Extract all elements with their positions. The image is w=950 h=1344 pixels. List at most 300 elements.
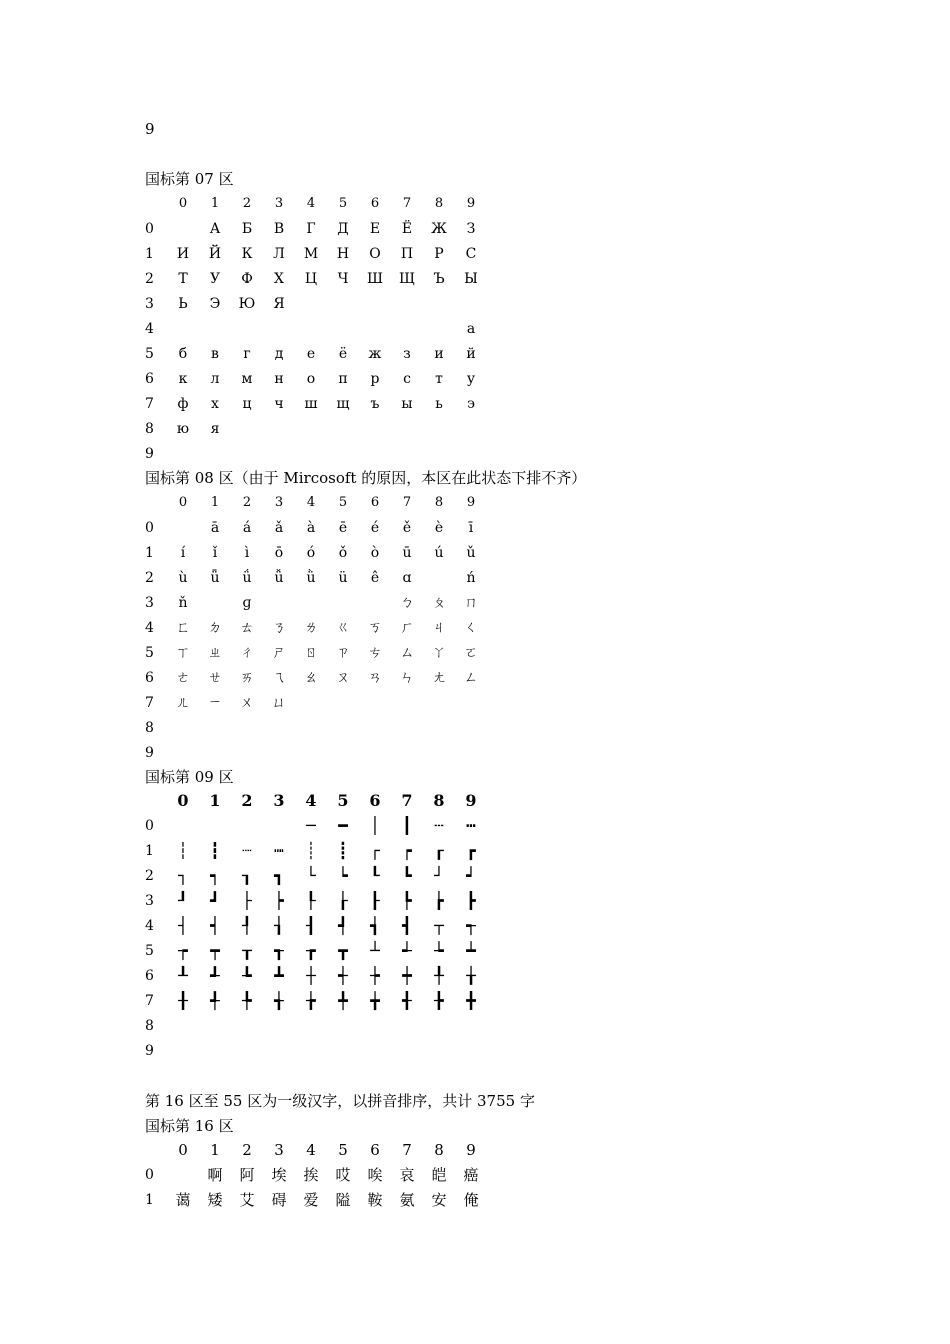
glyph-cell: ╉ — [402, 991, 412, 1010]
glyph-cell: ɡ — [242, 595, 252, 611]
glyph-cell: М — [303, 246, 319, 262]
glyph-cell: С — [465, 246, 477, 262]
glyph-cell: ǐ — [212, 545, 218, 561]
glyph-cell: у — [466, 371, 476, 387]
glyph-cell: Г — [306, 221, 316, 237]
glyph-cell: ш — [304, 396, 318, 412]
glyph-cell: 碍 — [271, 1191, 287, 1209]
column-header: 9 — [466, 1141, 476, 1159]
glyph-cell: ┞ — [306, 891, 316, 910]
column-header: 5 — [337, 791, 349, 810]
glyph-cell: ┪ — [370, 916, 380, 935]
column-header: 6 — [370, 495, 380, 510]
glyph-cell: с — [403, 371, 411, 387]
glyph-cell: ━ — [338, 816, 348, 835]
row-label: 8 — [145, 1018, 154, 1034]
stray-row-label: 9 — [145, 120, 155, 138]
row-label: 7 — [145, 396, 154, 412]
column-header: 4 — [305, 791, 317, 810]
glyph-cell: ǒ — [338, 545, 348, 561]
column-header: 4 — [306, 495, 316, 510]
glyph-cell: ě — [402, 520, 412, 536]
glyph-cell: У — [209, 271, 221, 287]
glyph-cell: 皑 — [431, 1166, 447, 1184]
glyph-cell: 矮 — [207, 1191, 223, 1209]
glyph-cell: ч — [274, 396, 284, 412]
row-label: 1 — [145, 246, 154, 262]
glyph-cell: ┘ — [434, 866, 444, 885]
row-label: 3 — [145, 595, 154, 611]
column-header: 3 — [274, 495, 284, 510]
row-label: 3 — [145, 893, 154, 909]
glyph-cell: л — [210, 371, 220, 387]
glyph-cell: ┿ — [402, 966, 412, 985]
glyph-cell: ┭ — [466, 916, 476, 935]
column-header: 5 — [338, 196, 348, 211]
glyph-cell: Э — [209, 296, 221, 312]
glyph-cell: ㄈ — [176, 620, 190, 636]
column-header: 6 — [370, 1141, 380, 1159]
glyph-cell: ╂ — [178, 991, 188, 1010]
glyph-cell: ㄟ — [272, 670, 286, 686]
glyph-cell: ㄘ — [368, 645, 382, 661]
glyph-cell: ┗ — [402, 866, 412, 885]
glyph-cell: ㄚ — [432, 645, 446, 661]
glyph-cell: ┓ — [274, 866, 284, 885]
glyph-cell: о — [306, 371, 316, 387]
glyph-cell: ㄓ — [208, 645, 222, 661]
glyph-cell: │ — [370, 816, 380, 835]
glyph-cell: ㄒ — [176, 645, 190, 661]
glyph-cell: ┰ — [242, 941, 252, 960]
column-header: 3 — [274, 1141, 284, 1159]
glyph-cell: ㄆ — [432, 595, 446, 611]
glyph-cell: х — [211, 396, 219, 412]
column-header: 1 — [210, 196, 220, 211]
glyph-cell: Т — [178, 271, 188, 287]
glyph-cell: ㄋ — [272, 620, 286, 636]
glyph-cell: ㄕ — [272, 645, 286, 661]
glyph-cell: ┕ — [338, 866, 348, 885]
zone-07-title: 国标第 07 区 — [145, 170, 234, 188]
glyph-cell: ê — [370, 570, 380, 586]
glyph-cell: ㄣ — [400, 670, 414, 686]
glyph-cell: ㄤ — [432, 670, 446, 686]
glyph-cell: 癌 — [463, 1166, 479, 1184]
glyph-cell: Щ — [399, 271, 415, 287]
column-header: 2 — [242, 1141, 252, 1159]
column-header: 3 — [273, 791, 285, 810]
row-label: 2 — [145, 868, 154, 884]
glyph-cell: ì — [244, 545, 250, 561]
glyph-cell: ┒ — [242, 866, 252, 885]
row-label: 5 — [145, 645, 154, 661]
glyph-cell: ㄖ — [304, 645, 318, 661]
glyph-cell: ō — [274, 545, 284, 561]
column-header: 7 — [402, 196, 412, 211]
glyph-cell: э — [467, 396, 475, 412]
glyph-cell: è — [434, 520, 444, 536]
column-header: 9 — [465, 791, 477, 810]
glyph-cell: ┸ — [178, 966, 188, 985]
column-header: 5 — [338, 495, 348, 510]
glyph-cell: Н — [336, 246, 350, 262]
glyph-cell: ㄌ — [304, 620, 318, 636]
glyph-cell: ㄉ — [208, 620, 222, 636]
glyph-cell: ┝ — [274, 891, 284, 910]
glyph-cell: п — [338, 371, 348, 387]
glyph-cell: ǖ — [210, 570, 220, 586]
glyph-cell: ㄊ — [240, 620, 254, 636]
glyph-cell: ┈ — [242, 841, 252, 860]
glyph-cell: ㄥ — [464, 670, 478, 686]
glyph-cell: З — [466, 221, 476, 237]
glyph-cell: А — [209, 221, 221, 237]
glyph-cell: ㄠ — [304, 670, 318, 686]
glyph-cell: ┣ — [466, 891, 476, 910]
row-label: 5 — [145, 943, 154, 959]
glyph-cell: ǘ — [242, 570, 252, 586]
glyph-cell: Ю — [238, 296, 256, 312]
glyph-cell: б — [178, 346, 188, 362]
column-header: 4 — [306, 196, 316, 211]
row-label: 3 — [145, 296, 154, 312]
glyph-cell: ┟ — [338, 891, 348, 910]
column-header: 2 — [241, 791, 253, 810]
glyph-cell: ┋ — [338, 841, 348, 860]
glyph-cell: á — [242, 520, 252, 536]
column-header: 1 — [210, 1141, 220, 1159]
glyph-cell: ы — [401, 396, 413, 412]
glyph-cell: a — [466, 321, 476, 337]
column-header: 1 — [210, 495, 220, 510]
glyph-cell: ǎ — [274, 520, 284, 536]
glyph-cell: ┳ — [338, 941, 348, 960]
glyph-cell: ю — [176, 421, 190, 437]
row-label: 8 — [145, 421, 154, 437]
row-label: 6 — [145, 371, 154, 387]
glyph-cell: 爱 — [303, 1191, 319, 1209]
zone-08-title: 国标第 08 区（由于 Mircosoft 的原因，本区在此状态下排不齐） — [145, 469, 587, 487]
row-label: 9 — [145, 745, 154, 761]
glyph-cell: ┢ — [434, 891, 444, 910]
glyph-cell: И — [176, 246, 190, 262]
column-header: 0 — [178, 495, 188, 510]
glyph-cell: Я — [273, 296, 285, 312]
glyph-cell: ㄎ — [368, 620, 382, 636]
glyph-cell: ┾ — [370, 966, 380, 985]
glyph-cell: ┲ — [306, 941, 316, 960]
glyph-cell: ㄨ — [240, 695, 254, 711]
glyph-cell: í — [180, 545, 186, 561]
glyph-cell: 艾 — [239, 1191, 255, 1209]
glyph-cell: й — [466, 346, 476, 362]
glyph-cell: Й — [208, 246, 222, 262]
row-label: 0 — [145, 520, 154, 536]
glyph-cell: Ж — [431, 221, 447, 237]
glyph-cell: ж — [368, 346, 382, 362]
glyph-cell: ┆ — [178, 841, 188, 860]
glyph-cell: ǔ — [466, 545, 476, 561]
glyph-cell: ┙ — [466, 866, 476, 885]
glyph-cell: ┎ — [434, 841, 444, 860]
level1-hanzi-intro: 第 16 区至 55 区为一级汉字，以拼音排序，共计 3755 字 — [145, 1092, 535, 1110]
glyph-cell: ё — [338, 346, 348, 362]
glyph-cell: ē — [338, 520, 348, 536]
glyph-cell: ┚ — [178, 891, 188, 910]
column-header: 8 — [434, 1141, 444, 1159]
glyph-cell: 挨 — [303, 1166, 319, 1184]
glyph-cell: ╄ — [242, 991, 252, 1010]
glyph-cell: 鞍 — [367, 1191, 383, 1209]
glyph-cell: ┮ — [178, 941, 188, 960]
glyph-cell: ┱ — [274, 941, 284, 960]
glyph-cell: ㄅ — [400, 595, 414, 611]
glyph-cell: 俺 — [463, 1191, 479, 1209]
glyph-cell: ф — [177, 396, 189, 412]
glyph-cell: я — [210, 421, 220, 437]
row-label: 9 — [145, 446, 154, 462]
glyph-cell: ü — [338, 570, 348, 586]
column-header: 7 — [402, 1141, 412, 1159]
row-label: 5 — [145, 346, 154, 362]
column-header: 0 — [178, 196, 188, 211]
row-label: 6 — [145, 670, 154, 686]
glyph-cell: ┵ — [402, 941, 412, 960]
row-label: 1 — [145, 545, 154, 561]
glyph-cell: ú — [434, 545, 444, 561]
glyph-cell: т — [435, 371, 443, 387]
glyph-cell: 啊 — [207, 1166, 223, 1184]
glyph-cell: ┥ — [210, 916, 220, 935]
glyph-cell: 埃 — [271, 1166, 287, 1184]
glyph-cell: з — [403, 346, 411, 362]
glyph-cell: ┇ — [210, 841, 220, 860]
row-label: 1 — [145, 843, 154, 859]
glyph-cell: р — [370, 371, 380, 387]
glyph-cell: ┍ — [402, 841, 412, 860]
column-header: 0 — [177, 791, 189, 810]
glyph-cell: ╁ — [466, 966, 476, 985]
glyph-cell: 唉 — [367, 1166, 383, 1184]
row-label: 9 — [145, 1043, 154, 1059]
glyph-cell: └ — [306, 866, 316, 885]
glyph-cell: ┺ — [242, 966, 252, 985]
glyph-cell: Ы — [464, 271, 478, 287]
glyph-cell: в — [211, 346, 219, 362]
glyph-cell: ū — [402, 545, 412, 561]
glyph-cell: В — [273, 221, 285, 237]
glyph-cell: ň — [178, 595, 188, 611]
glyph-cell: ò — [370, 545, 380, 561]
glyph-cell: ó — [306, 545, 316, 561]
glyph-cell: ┶ — [434, 941, 444, 960]
glyph-cell: Р — [434, 246, 444, 262]
glyph-cell: ㄞ — [240, 670, 254, 686]
glyph-cell: ㄔ — [240, 645, 254, 661]
row-label: 4 — [145, 918, 154, 934]
glyph-cell: ┷ — [466, 941, 476, 960]
glyph-cell: ㄑ — [464, 620, 478, 636]
row-label: 0 — [145, 818, 154, 834]
glyph-cell: à — [306, 520, 316, 536]
glyph-cell: 哎 — [335, 1166, 351, 1184]
glyph-cell: ┯ — [210, 941, 220, 960]
glyph-cell: ī — [468, 520, 474, 536]
glyph-cell: ┌ — [370, 841, 380, 860]
glyph-cell: ā — [210, 520, 220, 536]
glyph-cell: 氨 — [399, 1191, 415, 1209]
row-label: 1 — [145, 1192, 154, 1208]
glyph-cell: ┊ — [306, 841, 316, 860]
row-label: 7 — [145, 993, 154, 1009]
glyph-cell: ┤ — [178, 916, 188, 935]
glyph-cell: ╊ — [434, 991, 444, 1010]
column-header: 0 — [178, 1141, 188, 1159]
glyph-cell: ɑ — [402, 570, 412, 586]
glyph-cell: ┏ — [466, 841, 476, 860]
glyph-cell: ┉ — [274, 841, 284, 860]
glyph-cell: é — [370, 520, 380, 536]
glyph-cell: 哀 — [399, 1166, 415, 1184]
column-header: 8 — [433, 791, 445, 810]
glyph-cell: ┦ — [242, 916, 252, 935]
glyph-cell: ь — [435, 396, 443, 412]
glyph-cell: ㄙ — [400, 645, 414, 661]
glyph-cell: Ъ — [433, 271, 445, 287]
glyph-cell: ┩ — [338, 916, 348, 935]
row-label: 6 — [145, 968, 154, 984]
glyph-cell: Ё — [401, 221, 413, 237]
glyph-cell: ъ — [370, 396, 380, 412]
column-header: 3 — [274, 196, 284, 211]
glyph-cell: Б — [241, 221, 253, 237]
glyph-cell: ù — [178, 570, 188, 586]
row-label: 2 — [145, 570, 154, 586]
glyph-cell: ┄ — [434, 816, 444, 835]
glyph-cell: г — [243, 346, 251, 362]
glyph-cell: ╈ — [370, 991, 380, 1010]
glyph-cell: ㄝ — [208, 670, 222, 686]
glyph-cell: к — [178, 371, 188, 387]
glyph-cell: ┫ — [402, 916, 412, 935]
glyph-cell: Ф — [241, 271, 253, 287]
glyph-cell: ㄛ — [464, 645, 478, 661]
glyph-cell: ㄧ — [208, 695, 222, 711]
column-header: 9 — [466, 495, 476, 510]
column-header: 7 — [401, 791, 413, 810]
glyph-cell: Е — [369, 221, 381, 237]
glyph-cell: ┠ — [370, 891, 380, 910]
row-label: 7 — [145, 695, 154, 711]
column-header: 7 — [402, 495, 412, 510]
glyph-cell: Ц — [304, 271, 318, 287]
row-label: 2 — [145, 271, 154, 287]
glyph-cell: ㄜ — [176, 670, 190, 686]
glyph-cell: 隘 — [335, 1191, 351, 1209]
glyph-cell: ╅ — [274, 991, 284, 1010]
glyph-cell: ┹ — [210, 966, 220, 985]
glyph-cell: ㄦ — [176, 695, 190, 711]
glyph-cell: и — [434, 346, 444, 362]
glyph-cell: ─ — [306, 816, 316, 835]
column-header: 6 — [370, 196, 380, 211]
column-header: 1 — [209, 791, 221, 810]
glyph-cell: ㄢ — [368, 670, 382, 686]
glyph-cell: 阿 — [239, 1166, 255, 1184]
glyph-cell: К — [241, 246, 253, 262]
glyph-cell: ╆ — [306, 991, 316, 1010]
glyph-cell: ┛ — [210, 891, 220, 910]
glyph-cell: м — [241, 371, 253, 387]
column-header: 5 — [338, 1141, 348, 1159]
glyph-cell: ǚ — [274, 570, 284, 586]
glyph-cell: ┽ — [338, 966, 348, 985]
glyph-cell: ┧ — [274, 916, 284, 935]
glyph-cell: Ь — [178, 296, 188, 312]
column-header: 8 — [434, 495, 444, 510]
glyph-cell: ┴ — [370, 941, 380, 960]
glyph-cell: ┬ — [434, 916, 444, 935]
glyph-cell: ┻ — [274, 966, 284, 985]
glyph-cell: д — [274, 346, 284, 362]
glyph-cell: ㄏ — [400, 620, 414, 636]
column-header: 6 — [369, 791, 381, 810]
glyph-cell: ń — [466, 570, 476, 586]
glyph-cell: ┑ — [210, 866, 220, 885]
glyph-cell: ┃ — [402, 816, 412, 835]
row-label: 0 — [145, 1167, 154, 1183]
glyph-cell: ┼ — [306, 966, 316, 985]
glyph-cell: ╇ — [338, 991, 348, 1010]
glyph-cell: ╃ — [210, 991, 220, 1010]
glyph-cell: ǜ — [306, 570, 316, 586]
row-label: 4 — [145, 620, 154, 636]
column-header: 8 — [434, 196, 444, 211]
glyph-cell: ㄍ — [336, 620, 350, 636]
glyph-cell: щ — [336, 396, 350, 412]
glyph-cell: ├ — [242, 891, 252, 910]
glyph-cell: ┡ — [402, 891, 412, 910]
zone-16-title: 国标第 16 区 — [145, 1117, 234, 1135]
glyph-cell: 安 — [431, 1191, 447, 1209]
zone-09-title: 国标第 09 区 — [145, 768, 234, 786]
glyph-cell: Л — [273, 246, 285, 262]
column-header: 2 — [242, 196, 252, 211]
glyph-cell: ㄗ — [336, 645, 350, 661]
row-label: 4 — [145, 321, 154, 337]
row-label: 0 — [145, 221, 154, 237]
glyph-cell: ㄩ — [272, 695, 286, 711]
glyph-cell: О — [369, 246, 381, 262]
glyph-cell: ╀ — [434, 966, 444, 985]
glyph-cell: Д — [337, 221, 349, 237]
glyph-cell: ╋ — [466, 991, 476, 1010]
glyph-cell: н — [274, 371, 284, 387]
glyph-cell: 蔼 — [175, 1191, 191, 1209]
glyph-cell: ㄇ — [464, 595, 478, 611]
glyph-cell: ㄐ — [432, 620, 446, 636]
glyph-cell: ┖ — [370, 866, 380, 885]
glyph-cell: ┅ — [466, 816, 476, 835]
column-header: 4 — [306, 1141, 316, 1159]
column-header: 2 — [242, 495, 252, 510]
glyph-cell: ┐ — [178, 866, 188, 885]
glyph-cell: ┨ — [306, 916, 316, 935]
glyph-cell: ц — [242, 396, 252, 412]
glyph-cell: ㄡ — [336, 670, 350, 686]
glyph-cell: Х — [274, 271, 284, 287]
